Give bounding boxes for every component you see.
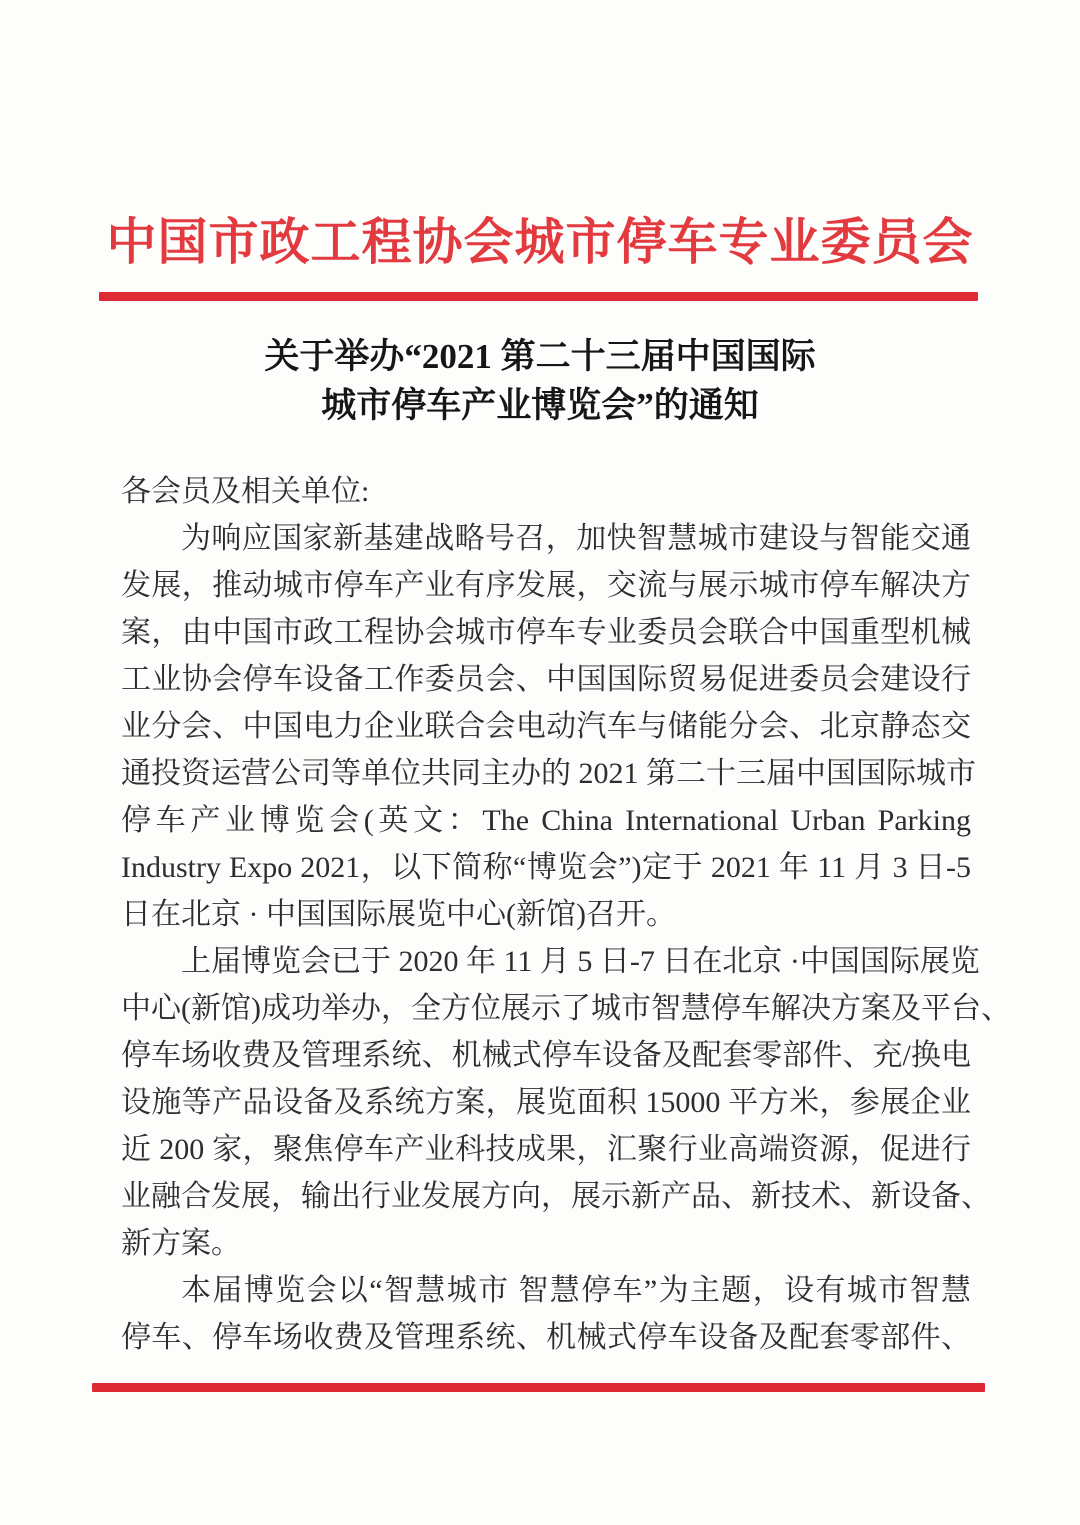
paragraph — [121, 1267, 971, 1361]
body-line: 发展，推动城市停车产业有序发展，交流与展示城市停车解决方 — [121, 569, 971, 602]
body-line: 停车场收费及管理系统、机械式停车设备及配套零部件、充/换电 — [121, 1039, 971, 1072]
body-line: 近 200 家，聚焦停车产业科技成果，汇聚行业高端资源，促进行 — [121, 1133, 971, 1166]
notice-body — [121, 468, 1011, 1361]
body-line: 业融合发展，输出行业发展方向，展示新产品、新技术、新设备、 — [121, 1180, 991, 1213]
letterhead-divider-rule — [99, 292, 978, 301]
notice-title — [0, 332, 1080, 430]
body-line: 日在北京 · 中国国际展览中心(新馆)召开。 — [121, 898, 676, 931]
body-line: 业分会、中国电力企业联合会电动汽车与储能分会、北京静态交 — [121, 710, 971, 743]
body-line: Industry Expo 2021，以下简称“博览会”)定于 2021 年 11 月 3 日-5 — [121, 851, 971, 884]
body-line: 停车产业博览会(英文：The China International Urban Parking — [121, 804, 971, 837]
body-line: 工业协会停车设备工作委员会、中国国际贸易促进委员会建设行 — [121, 663, 971, 696]
salutation: 各会员及相关单位: — [121, 475, 370, 508]
notice-title-line2: 城市停车产业博览会”的通知 — [321, 386, 759, 425]
body-line: 新方案。 — [121, 1227, 241, 1260]
letterhead-org-name: 中国市政工程协会城市停车专业委员会 — [106, 214, 974, 270]
body-paragraphs — [121, 515, 1011, 1361]
notice-title-line1: 关于举办“2021 第二十三届中国国际 — [264, 337, 816, 376]
footer-rule — [92, 1383, 985, 1392]
body-line: 通投资运营公司等单位共同主办的 2021 第二十三届中国国际城市 — [121, 757, 976, 790]
body-line: 本届博览会以“智慧城市 智慧停车”为主题，设有城市智慧 — [181, 1274, 971, 1307]
paragraph — [121, 515, 976, 938]
body-line: 为响应国家新基建战略号召，加快智慧城市建设与智能交通 — [181, 522, 971, 555]
body-line: 上届博览会已于 2020 年 11 月 5 日-7 日在北京 ·中国国际展览 — [181, 945, 980, 978]
body-line: 设施等产品设备及系统方案，展览面积 15000 平方米，参展企业 — [121, 1086, 971, 1119]
paragraph — [121, 938, 1011, 1267]
body-line: 案，由中国市政工程协会城市停车专业委员会联合中国重型机械 — [121, 616, 971, 649]
body-line: 中心(新馆)成功举办，全方位展示了城市智慧停车解决方案及平台、 — [121, 992, 1011, 1025]
body-line: 停车、停车场收费及管理系统、机械式停车设备及配套零部件、 — [121, 1321, 971, 1354]
